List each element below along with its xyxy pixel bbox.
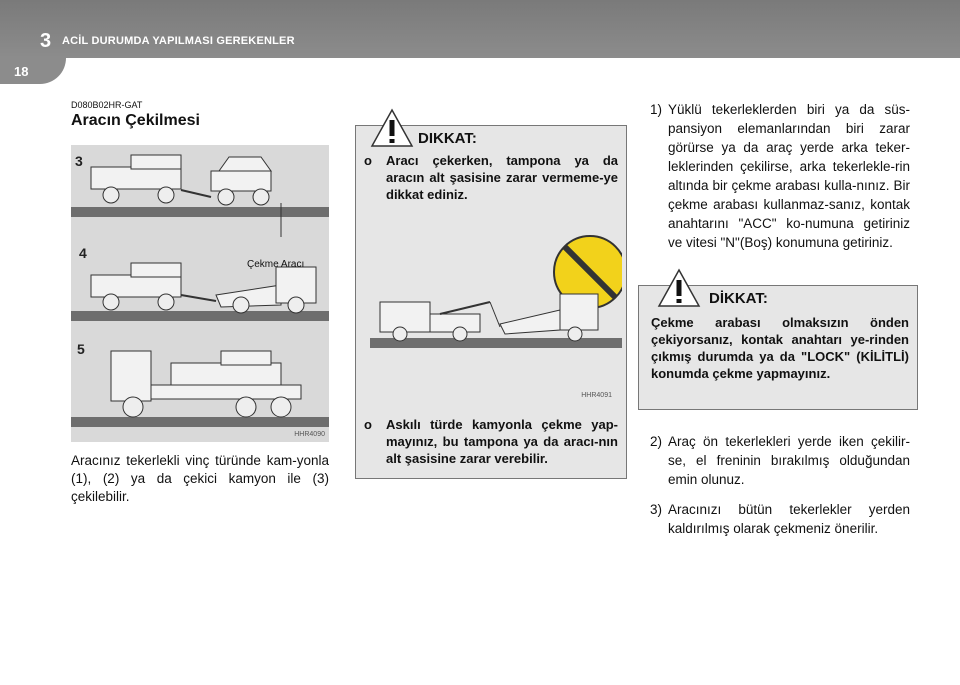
header-bar xyxy=(0,0,960,58)
page-number: 18 xyxy=(14,64,29,79)
figure-label-3: 3 xyxy=(75,153,83,169)
list-item-3-text: Aracınızı bütün tekerlekler yerden kaldırılmış olarak çekmeniz önerilir. xyxy=(668,502,910,536)
tow-sling-illustration xyxy=(360,232,622,402)
bullet-marker: o xyxy=(364,417,372,432)
towing-methods-figure xyxy=(71,145,329,442)
caution-2-title: DİKKAT: xyxy=(709,290,768,307)
list-item-1-text: Yüklü tekerleklerden biri ya da süs-pansiyon elemanlarından biri zarar görürse ya da araç yerde arka teker-leklerinden çekilirse, arka tekerlekle-rin altında bir çekme arabası kulla-nınız. Bir çekme arabası kullanmaz-sanız, kontak anahtarını "ACC" ko-numuna getiriniz ve vitesi "N"(Boş) konumuna getiriniz. xyxy=(668,102,910,250)
page-number-tab xyxy=(0,58,66,84)
list-item-2 xyxy=(650,432,910,489)
caution-1-item-2 xyxy=(364,416,618,467)
caution-2-text: Çekme arabası olmaksızın önden çekiyorsanız, kontak anahtarı ye-rinden çıkmış durumda ya da "LOCK" (KİLİTLİ) konumda çekme yapmayınız. xyxy=(651,315,909,381)
list-item-3-number: 3) xyxy=(650,502,663,517)
caution-box-2 xyxy=(638,285,918,410)
list-item-1-number: 1) xyxy=(650,102,663,117)
list-item-2-text: Araç ön tekerlekleri yerde iken çekilir-se, el freninin bırakılmış olduğundan emin olunuz. xyxy=(668,434,910,487)
caution-1-title: DIKKAT: xyxy=(418,130,477,147)
section-title: Aracın Çekilmesi xyxy=(71,112,200,129)
caution-1-item-1-text: Aracı çekerken, tampona ya da aracın alt şasisine zarar vermeme-ye dikkat ediniz. xyxy=(386,153,618,202)
tow-sling-prohibited-figure xyxy=(360,232,622,534)
list-item-2-number: 2) xyxy=(650,434,663,449)
left-paragraph: Aracınız tekerlekli vinç türünde kam-yonla (1), (2) ya da çekici kamyon ile (3) çekilebilir. xyxy=(71,453,329,504)
warning-icon xyxy=(657,268,701,308)
figure-label-4: 4 xyxy=(79,245,87,261)
figure-label-5: 5 xyxy=(77,341,85,357)
chapter-title: ACİL DURUMDA YAPILMASI GEREKENLER xyxy=(62,35,295,47)
section-code: D080B02HR-GAT xyxy=(71,100,143,110)
list-item-1 xyxy=(650,100,910,252)
caution-box-1 xyxy=(355,125,627,479)
caution-1-item-1 xyxy=(364,152,618,203)
bullet-marker: o xyxy=(364,153,372,168)
caution-1-item-2-text: Askılı türde kamyonla çekme yap-mayınız, bu tampona ya da aracı-nın alt şasisine zarar verebilir. xyxy=(386,417,618,466)
list-item-3 xyxy=(650,500,910,538)
chapter-number: 3 xyxy=(40,30,52,52)
figure-code: HHR4090 xyxy=(294,431,325,438)
warning-icon xyxy=(370,108,414,148)
towing-illustration xyxy=(71,145,329,442)
caution-1-figure-code: HHR4091 xyxy=(581,392,612,399)
tow-truck-callout: Çekme Aracı xyxy=(247,259,305,270)
